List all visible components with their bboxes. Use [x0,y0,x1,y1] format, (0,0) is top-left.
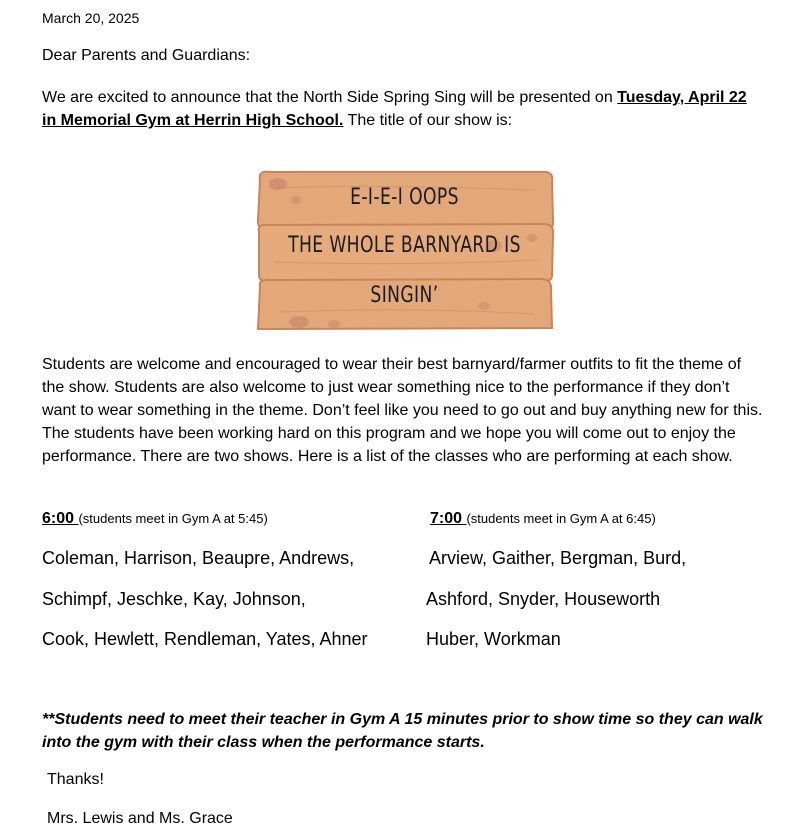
event-details: Tuesday, April 22 in Memorial Gym at Herrin High School. [42,89,747,129]
show-2-header [430,510,656,528]
sign-line-3: SINGIN’ [370,283,439,308]
intro-text-end: The title of our show is: [343,112,513,129]
show-title-sign [254,166,555,331]
show-2-note: (students meet in Gym A at 6:45) [466,511,656,526]
show-2-classes-row-3: Huber, Workman [426,629,561,649]
greeting: Dear Parents and Guardians: [42,47,251,64]
show-2-classes-row-2: Ashford, Snyder, Houseworth [426,589,661,609]
letter-date: March 20, 2025 [42,10,140,26]
meeting-note: **Students need to meet their teacher in Gym A 15 minutes prior to show time so they can walk into the gym with their class when the performance starts. [42,711,763,751]
signature: Mrs. Lewis and Ms. Grace [47,810,233,827]
body-paragraph: Students are welcome and encouraged to wear their best barnyard/farmer outfits to fit the theme of the show. Students are also welcome to just wear something nice to the performance if they don’t want to wear something in the theme. Don’t feel like you need to go out and buy anything new for this. The students have been working hard on this program and we hope you will come out to enjoy the performance. There are two shows. Here is a list of the classes who are performing at each show. [42,356,763,465]
show-2-classes-row-1: Arview, Gaither, Bergman, Burd, [429,548,687,568]
thanks: Thanks! [47,771,104,788]
show-1-classes-row-2: Schimpf, Jeschke, Kay, Johnson, [42,589,306,609]
show-1-header [42,510,268,528]
show-1-time: 6:00 [42,510,79,527]
intro-paragraph [42,86,762,132]
sign-line-2: THE WHOLE BARNYARD IS [288,233,521,258]
show-1-classes-row-1: Coleman, Harrison, Beaupre, Andrews, [42,548,355,568]
show-1-classes-row-3: Cook, Hewlett, Rendleman, Yates, Ahner [42,629,368,649]
show-1-note: (students meet in Gym A at 5:45) [78,511,268,526]
sign-line-1: E-I-E-I OOPS [350,185,459,210]
intro-text: We are excited to announce that the North Side Spring Sing will be presented on [42,89,618,106]
show-2-time: 7:00 [430,510,467,527]
